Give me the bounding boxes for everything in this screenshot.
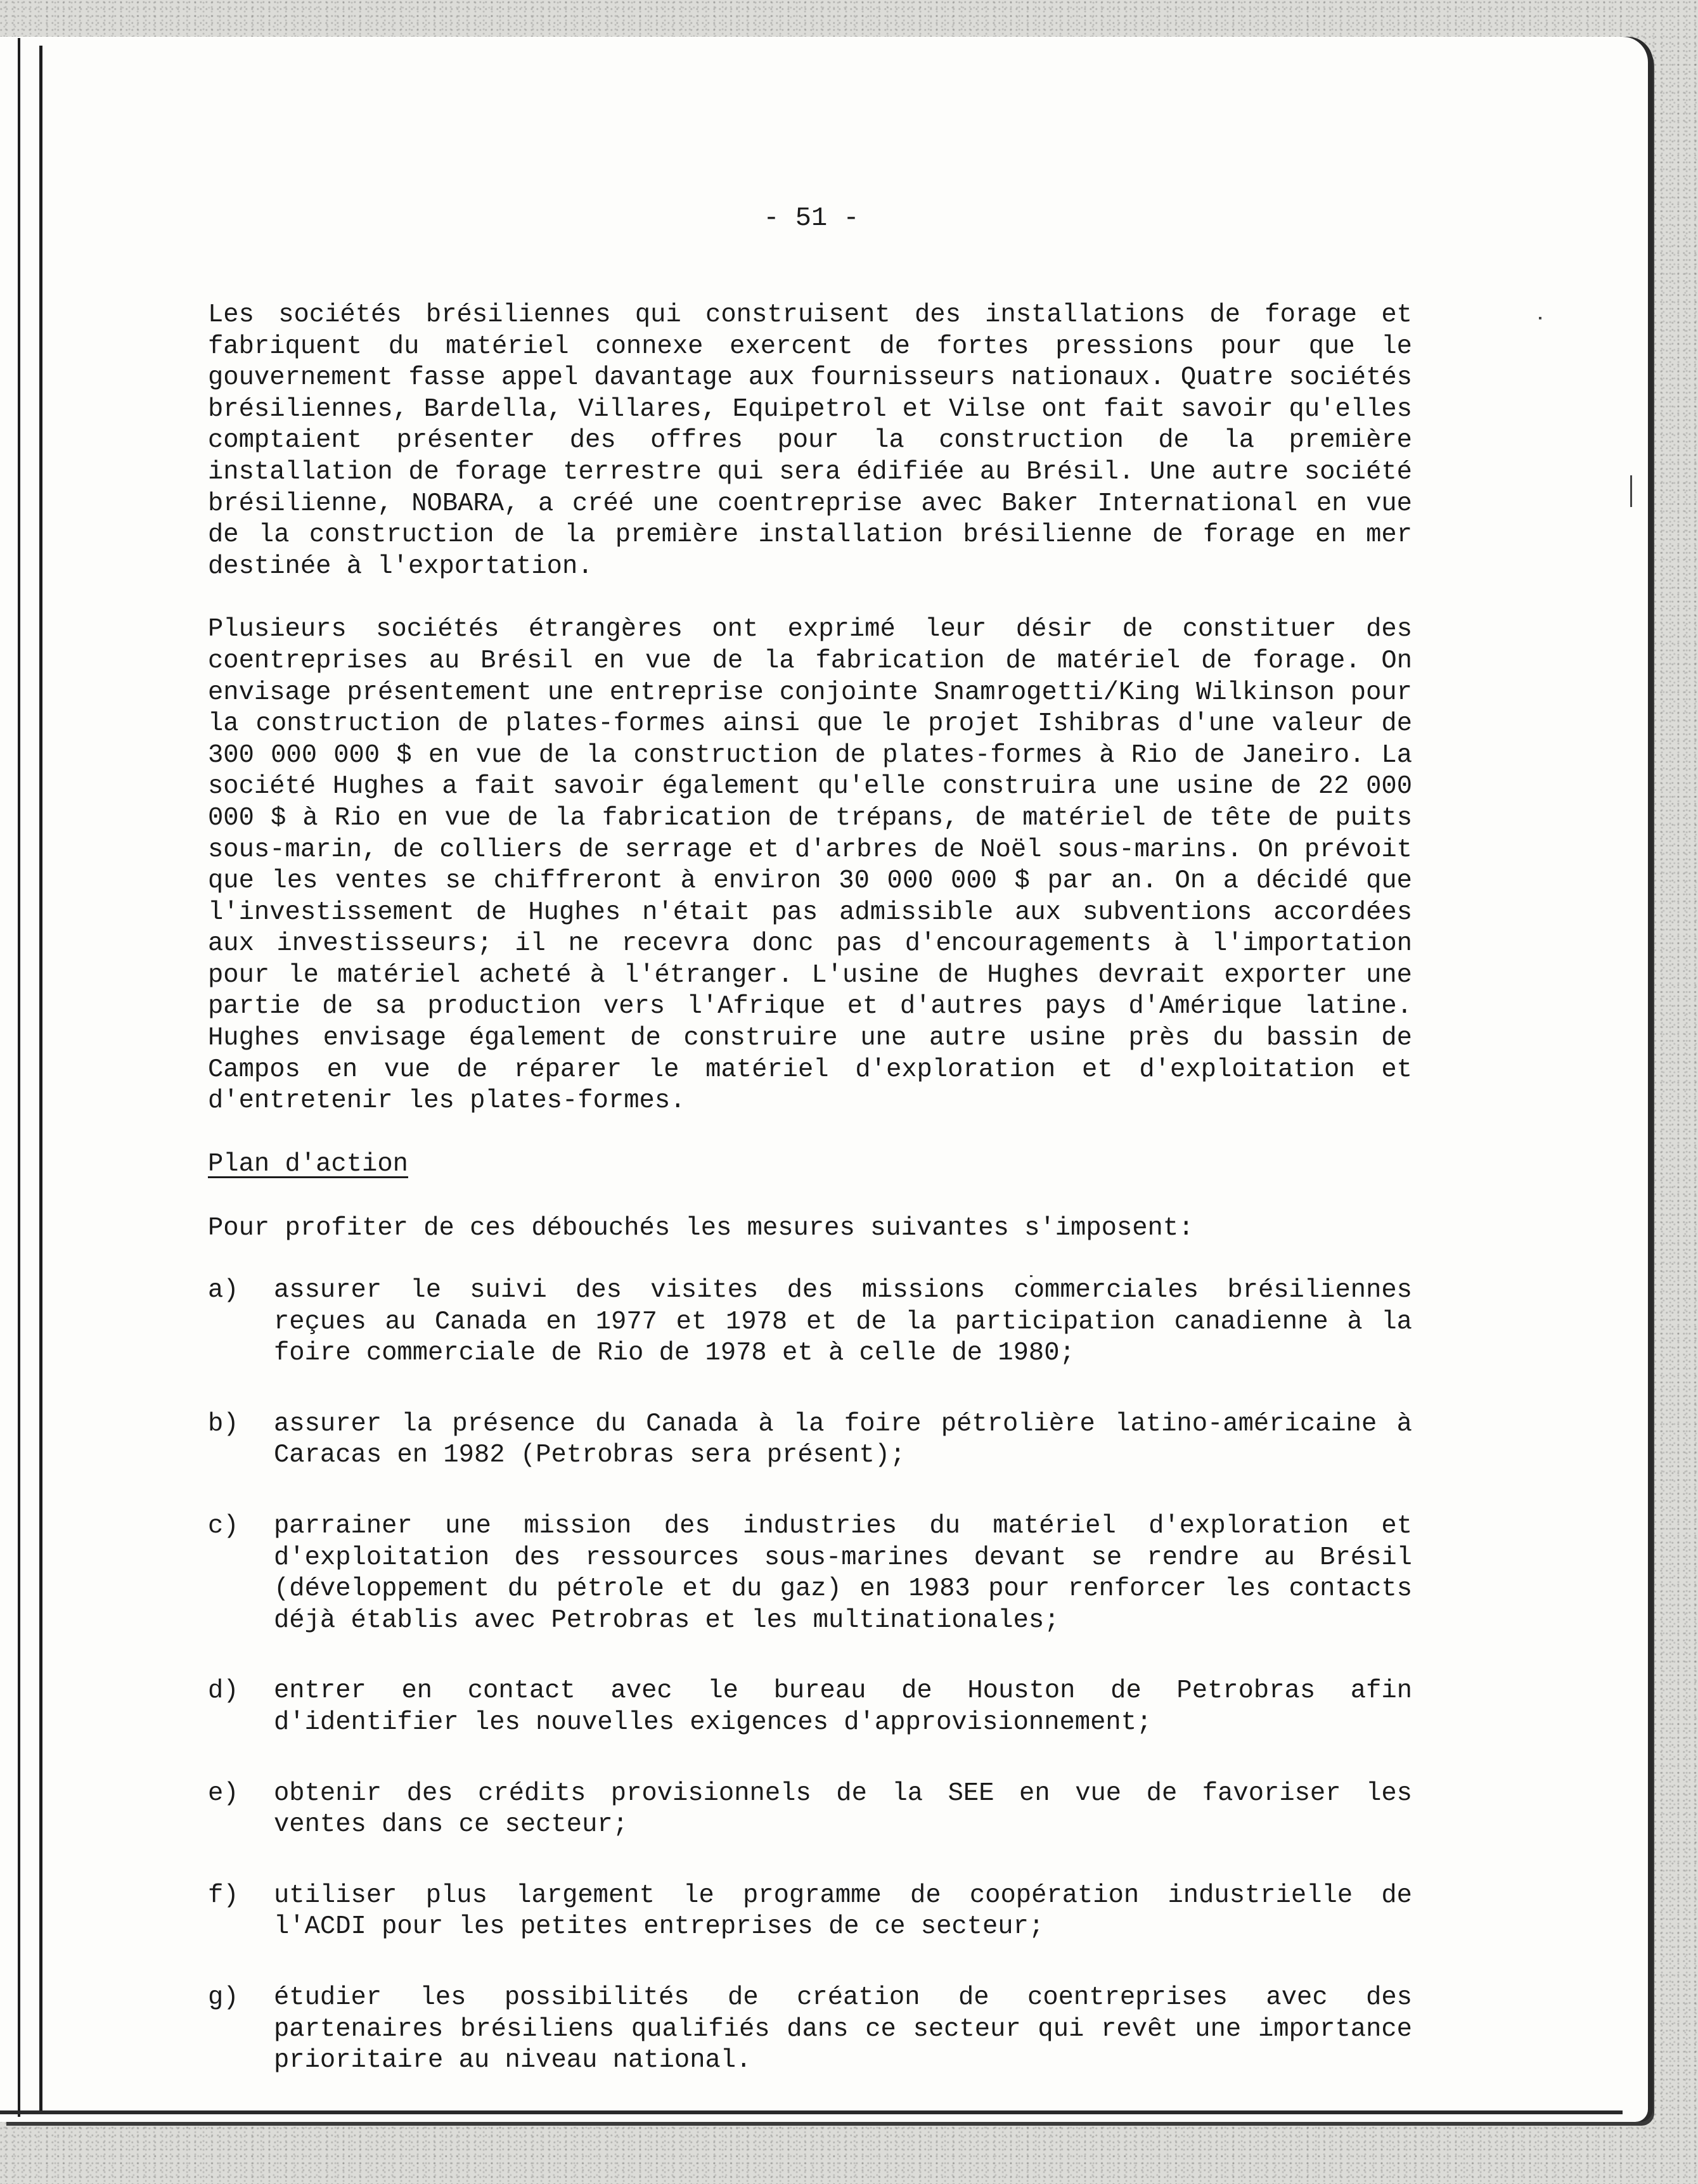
body-paragraph: Plusieurs sociétés étrangères ont exprimé leur désir de constituer des coentreprises au Brésil en vue de la fabrication de matériel de forage. On envisage présentement une entreprise conjointe Snamrogetti/King Wilkinson pour la construction de plates-formes ainsi que le projet Ishibras d'une valeur de 300 000 000 $ en vue de la construction de plates-formes à Rio de Janeiro. La société Hughes a fait savoir également qu'elle construira une usine de 22 000 000 $ à Rio en vue de la fabrication de trépans, de matériel de tête de puits sous-marin, de colliers de serrage et d'arbres de Noël sous-marins. On prévoit que les ventes se chiffreront à environ 30 000 000 $ par an. On a décidé que l'investissement de Hughes n'était pas admissible aux subventions accordées aux investisseurs; il ne recevra donc pas d'encouragements à l'importation pour le matériel acheté à l'étranger. L'usine de Hughes devrait exporter une partie de sa production vers l'Afrique et d'autres pays d'Amérique latine. Hughes envisage également de construire une autre usine près du bassin de Campos en vue de réparer le matériel d'exploration et d'exploitation et d'entretenir les plates-formes. [208, 615, 1412, 1116]
scan-speck [1630, 475, 1632, 507]
section-heading: Plan d'action [208, 1149, 408, 1179]
body-paragraph: Les sociétés brésiliennes qui construisent des installations de forage et fabriquent du matériel connexe exercent de fortes pressions pour que le gouvernement fasse appel davantage aux fournisseurs nationaux. Quatre sociétés brésiliennes, Bardella, Villares, Equipetrol et Vilse ont fait savoir qu'elles comptaient présenter des offres pour la construction de la première installation de forage terrestre qui sera édifiée au Brésil. Une autre société brésilienne, NOBARA, a créé une coentreprise avec Baker International en vue de la construction de la première installation brésilienne de forage en mer destinée à l'exportation. [208, 300, 1412, 581]
list-item-marker: b) [208, 1409, 239, 1439]
list-item-text: étudier les possibilités de création de coentreprises avec des partenaires brésiliens qualifiés dans ce secteur qui revêt une importance prioritaire au niveau national. [274, 1982, 1412, 2076]
list-item [208, 1880, 1412, 1943]
list-item [208, 1409, 1412, 1472]
list-item-marker: d) [208, 1676, 239, 1706]
list-item-text: parrainer une mission des industries du matériel d'exploration et d'exploitation des ressources sous-marines devant se rendre au Brésil (développement du pétrole et du gaz) en 1983 pour renforcer les contacts déjà établis avec Petrobras et les multinationales; [274, 1512, 1412, 1635]
list-item-marker: e) [208, 1778, 239, 1808]
document-body [208, 300, 1412, 2116]
scan-speck [1539, 317, 1541, 319]
section-intro: Pour profiter de ces débouchés les mesures suivantes s'imposent: [208, 1214, 1194, 1243]
list-item-text: entrer en contact avec le bureau de Houston de Petrobras afin d'identifier les nouvelles exigences d'approvisionnement; [274, 1676, 1412, 1737]
list-item-text: utiliser plus largement le programme de coopération industrielle de l'ACDI pour les petites entreprises de ce secteur; [274, 1880, 1412, 1942]
binder-edge-line [39, 46, 42, 2112]
list-item [208, 1511, 1412, 1636]
list-item [208, 1778, 1412, 1841]
list-item [208, 1275, 1412, 1370]
list-item [208, 1982, 1412, 2077]
list-item-text: assurer le suivi des visites des missions commerciales brésiliennes reçues au Canada en 1977 et 1978 et de la participation canadienne à la foire commerciale de Rio de 1978 et à celle de 1980; [274, 1276, 1412, 1368]
list-item-marker: f) [208, 1880, 239, 1910]
page-number: - 51 - [763, 203, 859, 233]
list-item-marker: a) [208, 1276, 239, 1306]
list-item-text: assurer la présence du Canada à la foire pétrolière latino-américaine à Caracas en 1982 (Petrobras sera présent); [274, 1409, 1412, 1470]
binder-edge-line [18, 38, 20, 2117]
list-item [208, 1676, 1412, 1738]
list-item-text: obtenir des crédits provisionnels de la SEE en vue de favoriser les ventes dans ce secteur; [274, 1778, 1412, 1840]
list-item-marker: c) [208, 1512, 239, 1541]
list-item-marker: g) [208, 1982, 239, 2012]
